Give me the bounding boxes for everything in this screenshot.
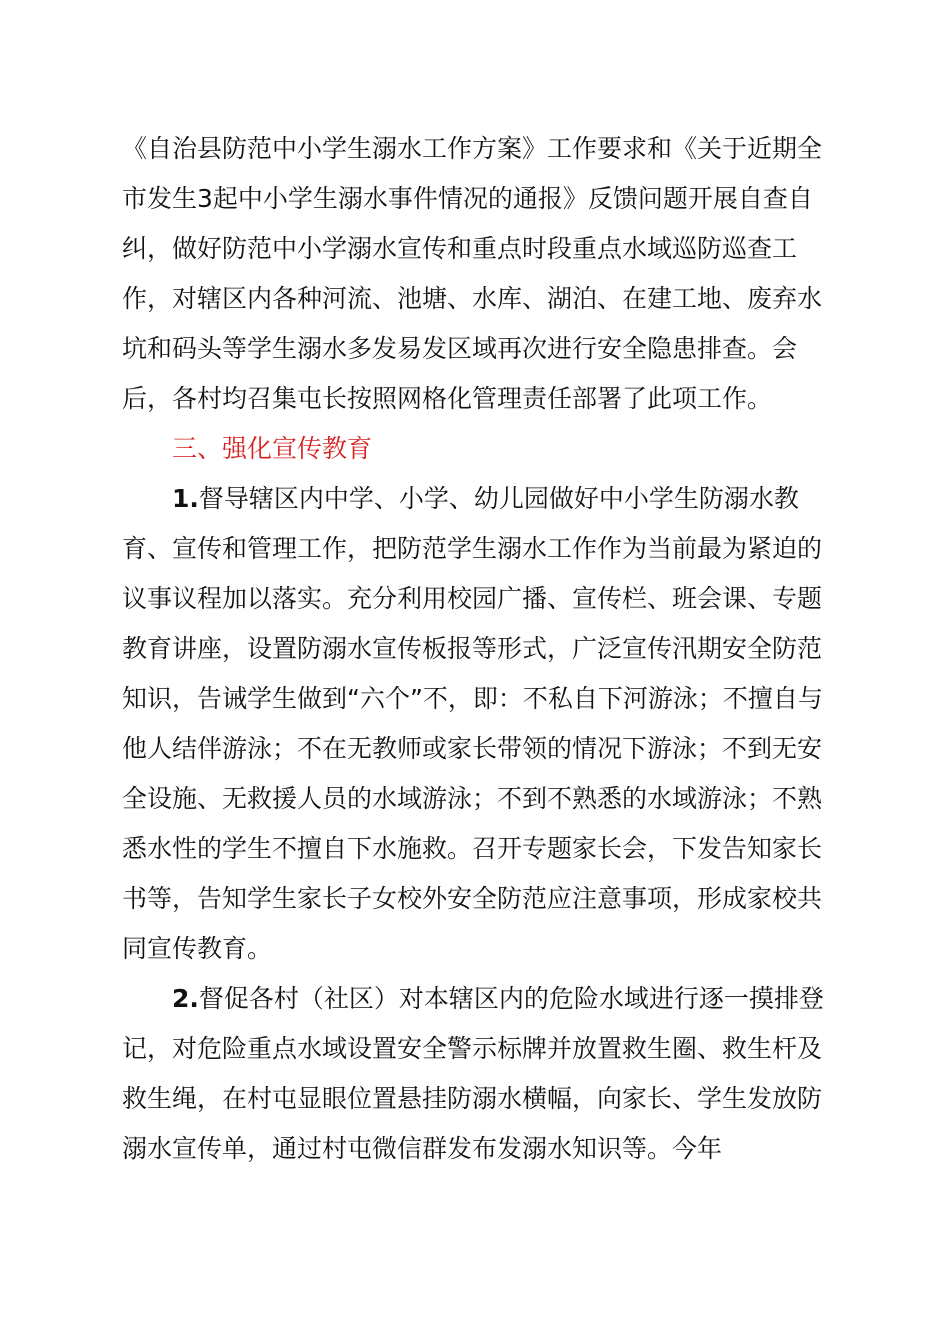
item-number: 1. <box>172 484 199 513</box>
item-number: 2. <box>172 984 199 1013</box>
numbered-paragraph-1 <box>122 474 842 974</box>
paragraph-continuation: 《自治县防范中小学生溺水工作方案》工作要求和《关于近期全市发生3起中小学生溺水事件情况的通报》反馈问题开展自查自纠，做好防范中小学溺水宣传和重点时段重点水域巡防巡查工作，对辖区内各种河流、池塘、水库、湖泊、在建工地、废弃水坑和码头等学生溺水多发易发区域再次进行安全隐患排查。会后，各村均召集屯长按照网格化管理责任部署了此项工作。 <box>122 134 823 413</box>
numbered-paragraph-2 <box>122 974 842 1174</box>
paragraph-text: 督导辖区内中学、小学、幼儿园做好中小学生防溺水教育、宣传和管理工作，把防范学生溺水工作作为当前最为紧迫的议事议程加以落实。充分利用校园广播、宣传栏、班会课、专题教育讲座，设置防溺水宣传板报等形式，广泛宣传汛期安全防范知识，告诫学生做到“六个”不，即：不私自下河游泳；不擅自与他人结伴游泳；不在无教师或家长带领的情况下游泳；不到无安全设施、无救援人员的水域游泳；不到不熟悉的水域游泳；不熟悉水性的学生不擅自下水施救。召开专题家长会，下发告知家长书等，告知学生家长子女校外安全防范应注意事项，形成家校共同宣传教育。 <box>122 484 823 963</box>
section-heading: 三、强化宣传教育 <box>172 434 373 463</box>
document-body <box>122 124 842 1174</box>
paragraph-text: 督促各村（社区）对本辖区内的危险水域进行逐一摸排登记，对危险重点水域设置安全警示标牌并放置救生圈、救生杆及救生绳，在村屯显眼位置悬挂防溺水横幅，向家长、学生发放防溺水宣传单，通过村屯微信群发布发溺水知识等。今年 <box>122 984 824 1163</box>
